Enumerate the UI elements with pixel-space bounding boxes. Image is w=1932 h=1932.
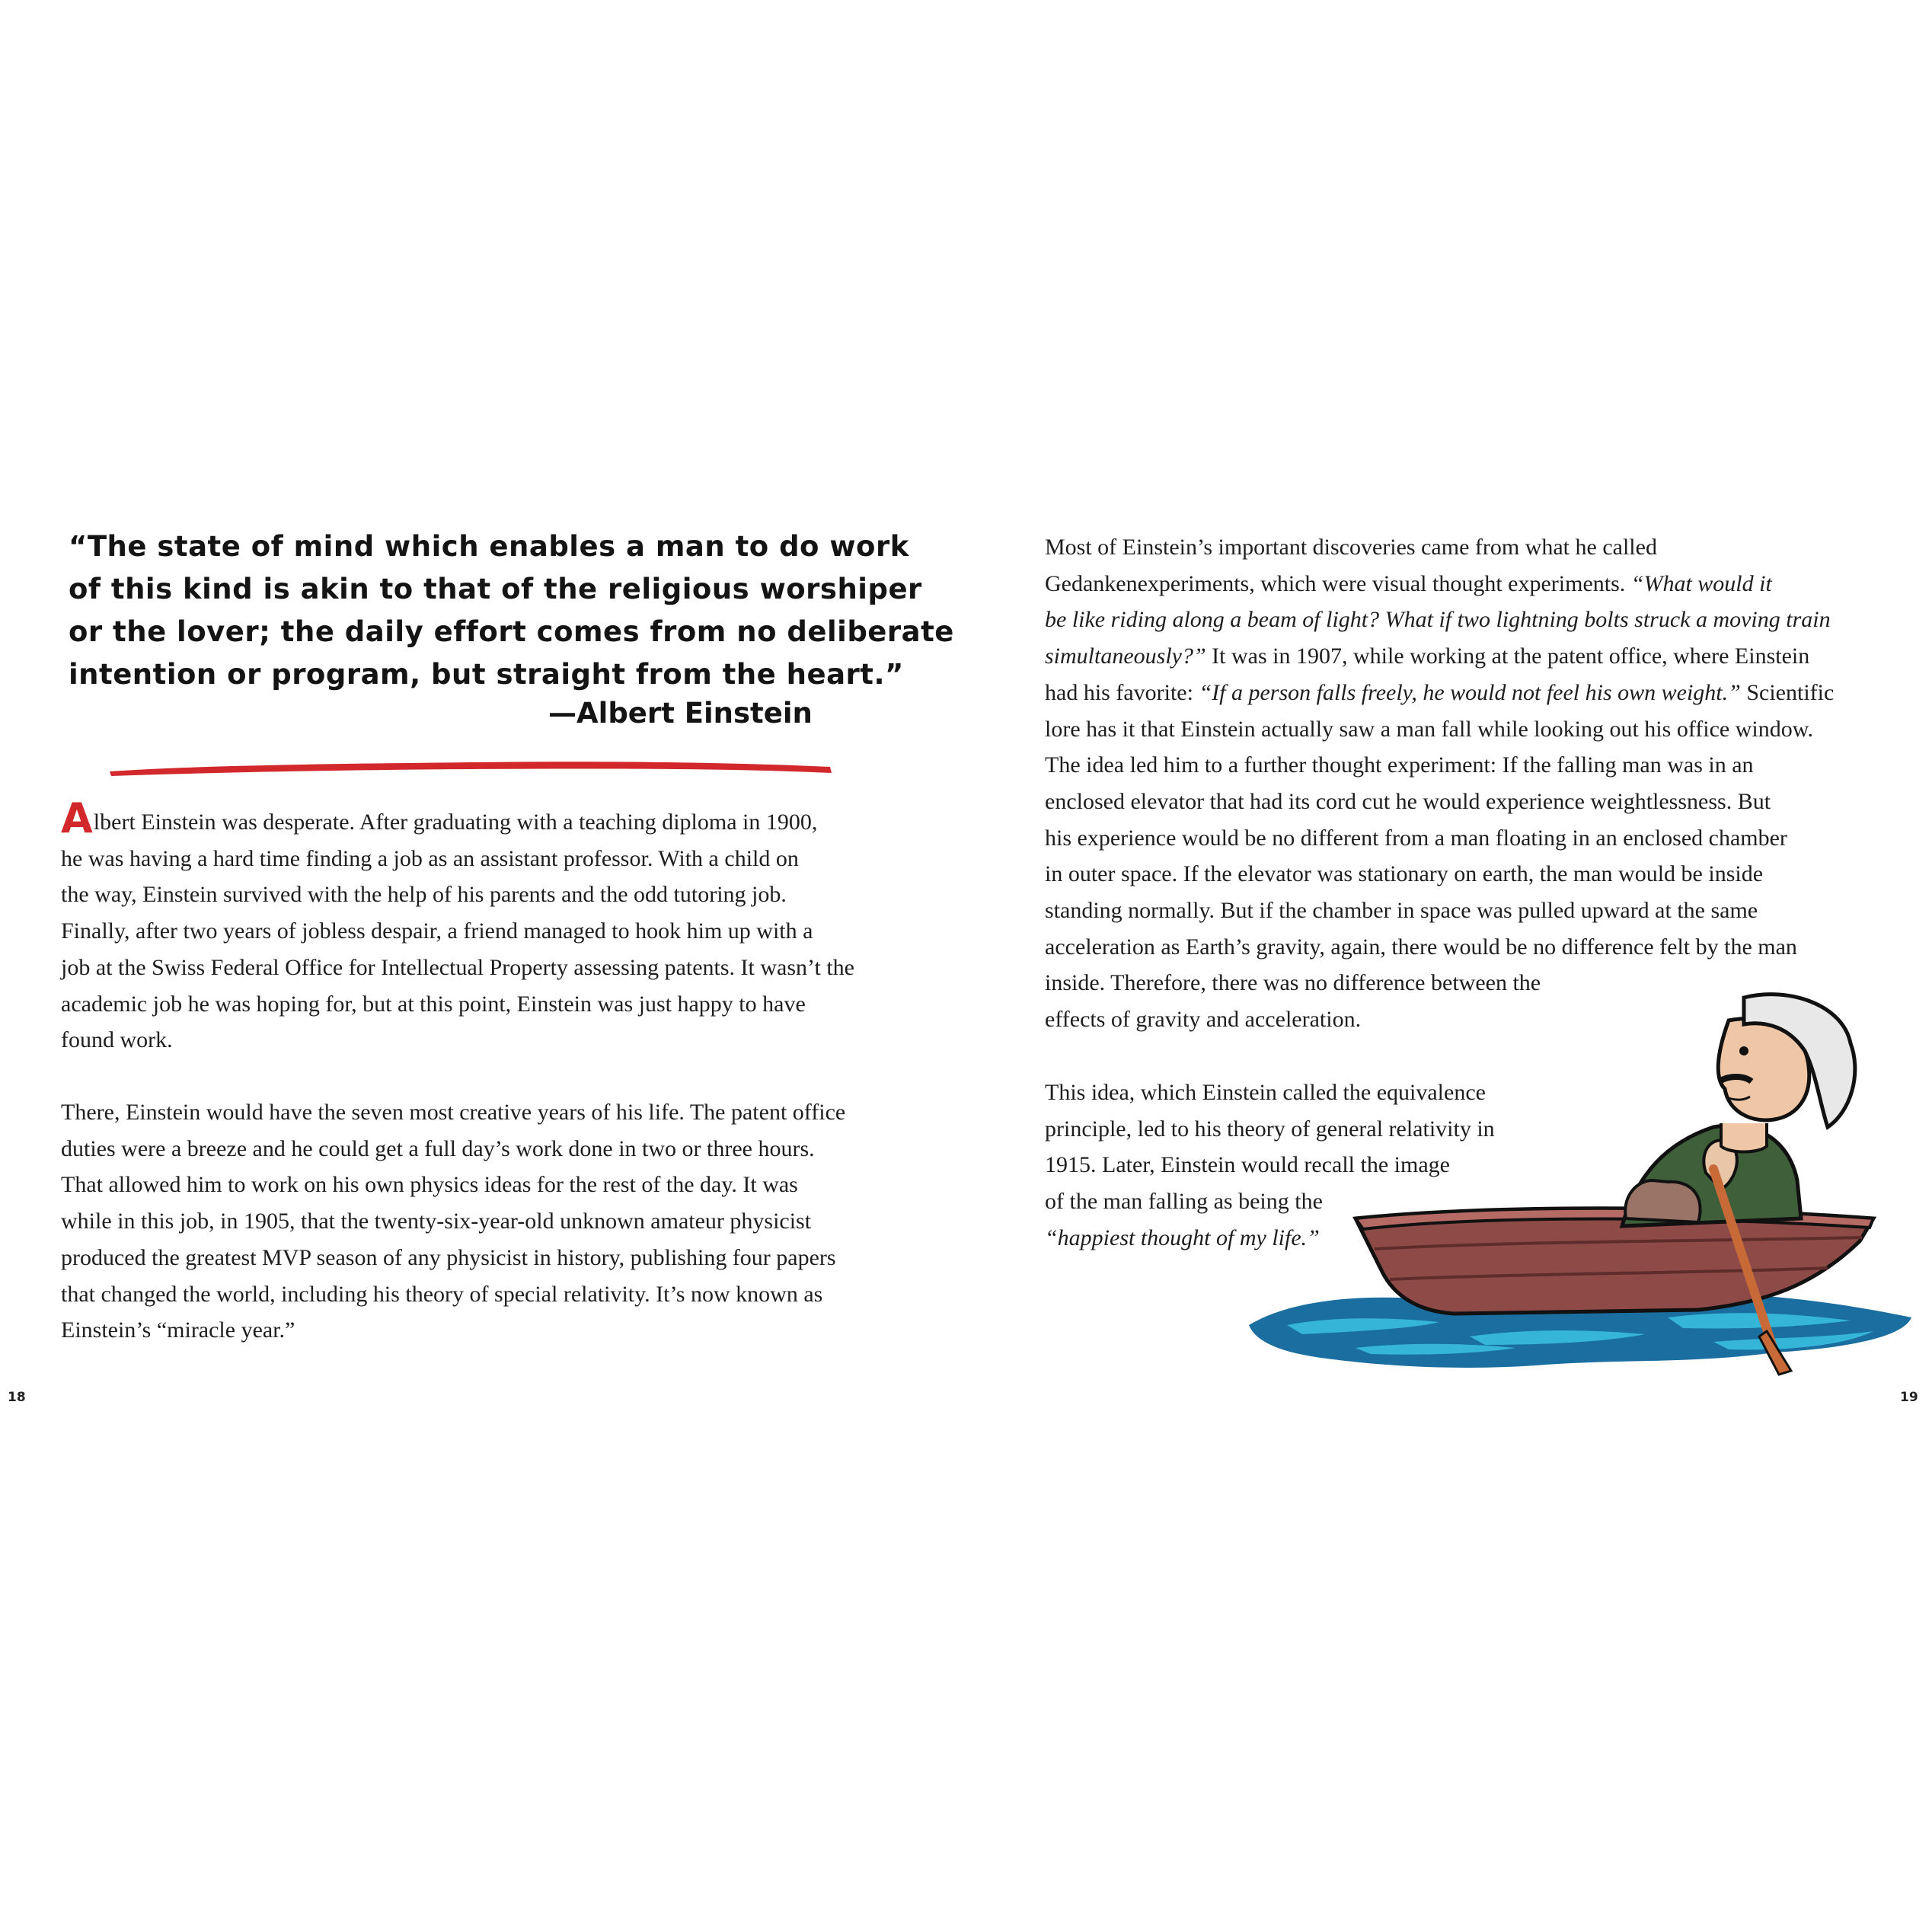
text-line: duties were a breeze and he could get a full day’s work done in two or three hours. — [61, 1135, 815, 1161]
text-segment: had his favorite: — [1045, 679, 1199, 705]
text-segment: Gedankenexperiments, which were visual thought experiments. — [1045, 570, 1631, 596]
text-line: inside. Therefore, there was no difference between the — [1045, 970, 1541, 996]
text-line: while in this job, in 1905, that the twenty-six-year-old unknown amateur physicist — [61, 1209, 812, 1234]
text-line: effects of gravity and acceleration. — [1045, 1007, 1362, 1033]
right-paragraph-1 — [1045, 529, 1834, 1038]
text-line: acceleration as Earth’s gravity, again, there would be no difference felt by the man — [1045, 934, 1797, 960]
text-line: 1915. Later, Einstein would recall the image — [1045, 1152, 1450, 1178]
einstein-quote — [69, 525, 954, 696]
rowboat — [1356, 1209, 1873, 1314]
page-number-right: 19 — [1900, 1390, 1918, 1405]
left-paragraph-2 — [61, 1094, 845, 1349]
text-line: Einstein’s “miracle year.” — [61, 1317, 295, 1343]
text-line: This idea, which Einstein called the equivalence — [1045, 1080, 1486, 1105]
text-line: Finally, after two years of jobless despair, a friend managed to hook him up with a — [61, 918, 813, 944]
text-line: principle, led to his theory of general relativity in — [1045, 1116, 1495, 1142]
text-line: enclosed elevator that had its cord cut he would experience weightlessness. But — [1045, 788, 1771, 814]
text-line: standing normally. But if the chamber in space was pulled upward at the same — [1045, 898, 1758, 924]
text-line: lbert Einstein was desperate. After graduating with a teaching diploma in 1900, — [93, 810, 818, 835]
text-line: of the man falling as being the — [1045, 1189, 1323, 1215]
text-line: he was having a hard time finding a job as an assistant professor. With a child on — [61, 845, 799, 871]
left-paragraph-1 — [61, 794, 854, 1059]
drop-cap: A — [61, 794, 93, 842]
italic-quote: “happiest thought of my life.” — [1045, 1225, 1320, 1250]
text-line: lore has it that Einstein actually saw a man fall while looking out his office window. — [1045, 716, 1813, 742]
quote-line: or the lover; the daily effort comes from no deliberate — [69, 615, 954, 648]
red-brush-underline — [107, 750, 838, 781]
text-line: academic job he was hoping for, but at this point, Einstein was just happy to have — [61, 991, 806, 1017]
text-line: that changed the world, including his theory of special relativity. It’s now known as — [61, 1281, 823, 1307]
italic-quote: “If a person falls freely, he would not feel his own weight.” — [1199, 679, 1741, 705]
text-segment: Scientific — [1740, 679, 1835, 705]
quote-line: of this kind is akin to that of the religious worshiper — [69, 573, 922, 605]
quote-line: “The state of mind which enables a man to do work — [69, 530, 909, 563]
text-line: found work. — [61, 1027, 173, 1053]
text-line: produced the greatest MVP season of any physicist in history, publishing four papers — [61, 1244, 836, 1270]
quote-attribution: —Albert Einstein — [548, 697, 813, 730]
text-line: That allowed him to work on his own physics ideas for the rest of the day. It was — [61, 1172, 798, 1198]
text-line: job at the Swiss Federal Office for Intellectual Property assessing patents. It wasn’t the — [61, 954, 854, 980]
italic-quote: simultaneously?” — [1045, 643, 1206, 669]
text-line: the way, Einstein survived with the help of his parents and the odd tutoring job. — [61, 882, 787, 908]
text-line: There, Einstein would have the seven most creative years of his life. The patent office — [61, 1100, 846, 1125]
einstein-in-rowboat-icon — [1241, 990, 1927, 1386]
text-line: Most of Einstein’s important discoveries came from what he called — [1045, 535, 1657, 560]
text-line: in outer space. If the elevator was stationary on earth, the man would be inside — [1045, 861, 1764, 887]
text-line: his experience would be no different from a man floating in an enclosed chamber — [1045, 825, 1787, 851]
einstein-figure — [1622, 995, 1855, 1226]
quote-line: intention or program, but straight from the heart.” — [69, 658, 904, 691]
italic-quote: be like riding along a beam of light? What if two lightning bolts struck a moving train — [1045, 607, 1831, 633]
text-segment: It was in 1907, while working at the patent office, where Einstein — [1206, 643, 1810, 669]
page-number-left: 18 — [8, 1390, 26, 1405]
text-line: The idea led him to a further thought experiment: If the falling man was in an — [1045, 752, 1754, 778]
italic-quote: “What would it — [1630, 570, 1772, 596]
